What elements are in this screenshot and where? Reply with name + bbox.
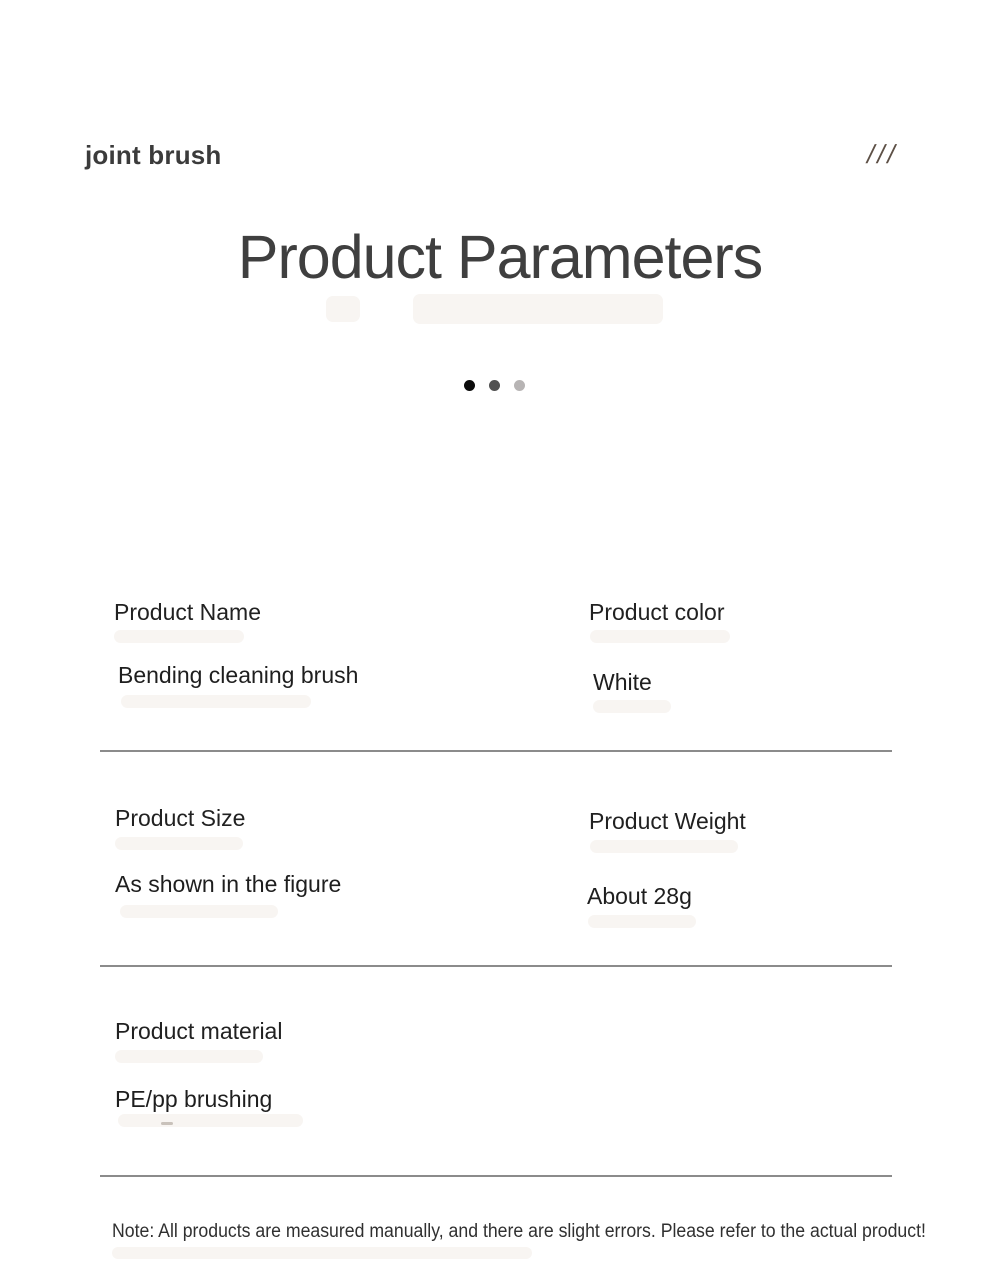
triple-slash-decoration: /// (864, 139, 902, 169)
ghost-text-artifact (593, 700, 671, 713)
product-color-value: White (593, 669, 652, 695)
ghost-text-artifact (590, 840, 738, 853)
product-name-value: Bending cleaning brush (118, 662, 359, 688)
carousel-dot-3[interactable] (514, 380, 525, 391)
section-divider (100, 1175, 892, 1177)
ghost-text-artifact (120, 905, 278, 918)
ghost-text-artifact (590, 630, 730, 643)
ghost-dash-artifact (161, 1122, 173, 1125)
product-material-label: Product material (115, 1018, 283, 1044)
ghost-text-artifact (114, 630, 244, 643)
section-divider (100, 965, 892, 967)
ghost-text-artifact (112, 1247, 532, 1259)
product-material-value: PE/pp brushing (115, 1086, 273, 1112)
ghost-text-artifact (326, 296, 360, 322)
product-size-label: Product Size (115, 805, 246, 831)
carousel-dot-1[interactable] (464, 380, 475, 391)
carousel-dot-2[interactable] (489, 380, 500, 391)
ghost-text-artifact (115, 1050, 263, 1063)
page-title: Product Parameters (237, 223, 763, 291)
product-size-value: As shown in the figure (115, 871, 342, 897)
product-weight-value: About 28g (587, 883, 692, 909)
measurement-note: Note: All products are measured manually, and there are slight errors. Please refer to the actual product! (112, 1221, 926, 1242)
ghost-text-artifact (121, 695, 311, 708)
product-name-label: Product Name (114, 599, 262, 625)
carousel-dots (464, 380, 525, 391)
product-color-label: Product color (589, 599, 725, 625)
section-divider (100, 750, 892, 752)
ghost-text-artifact (413, 294, 663, 324)
brand-logo-text: joint brush (85, 140, 222, 170)
product-weight-label: Product Weight (589, 808, 746, 834)
ghost-text-artifact (118, 1114, 303, 1127)
ghost-text-artifact (588, 915, 696, 928)
ghost-text-artifact (115, 837, 243, 850)
